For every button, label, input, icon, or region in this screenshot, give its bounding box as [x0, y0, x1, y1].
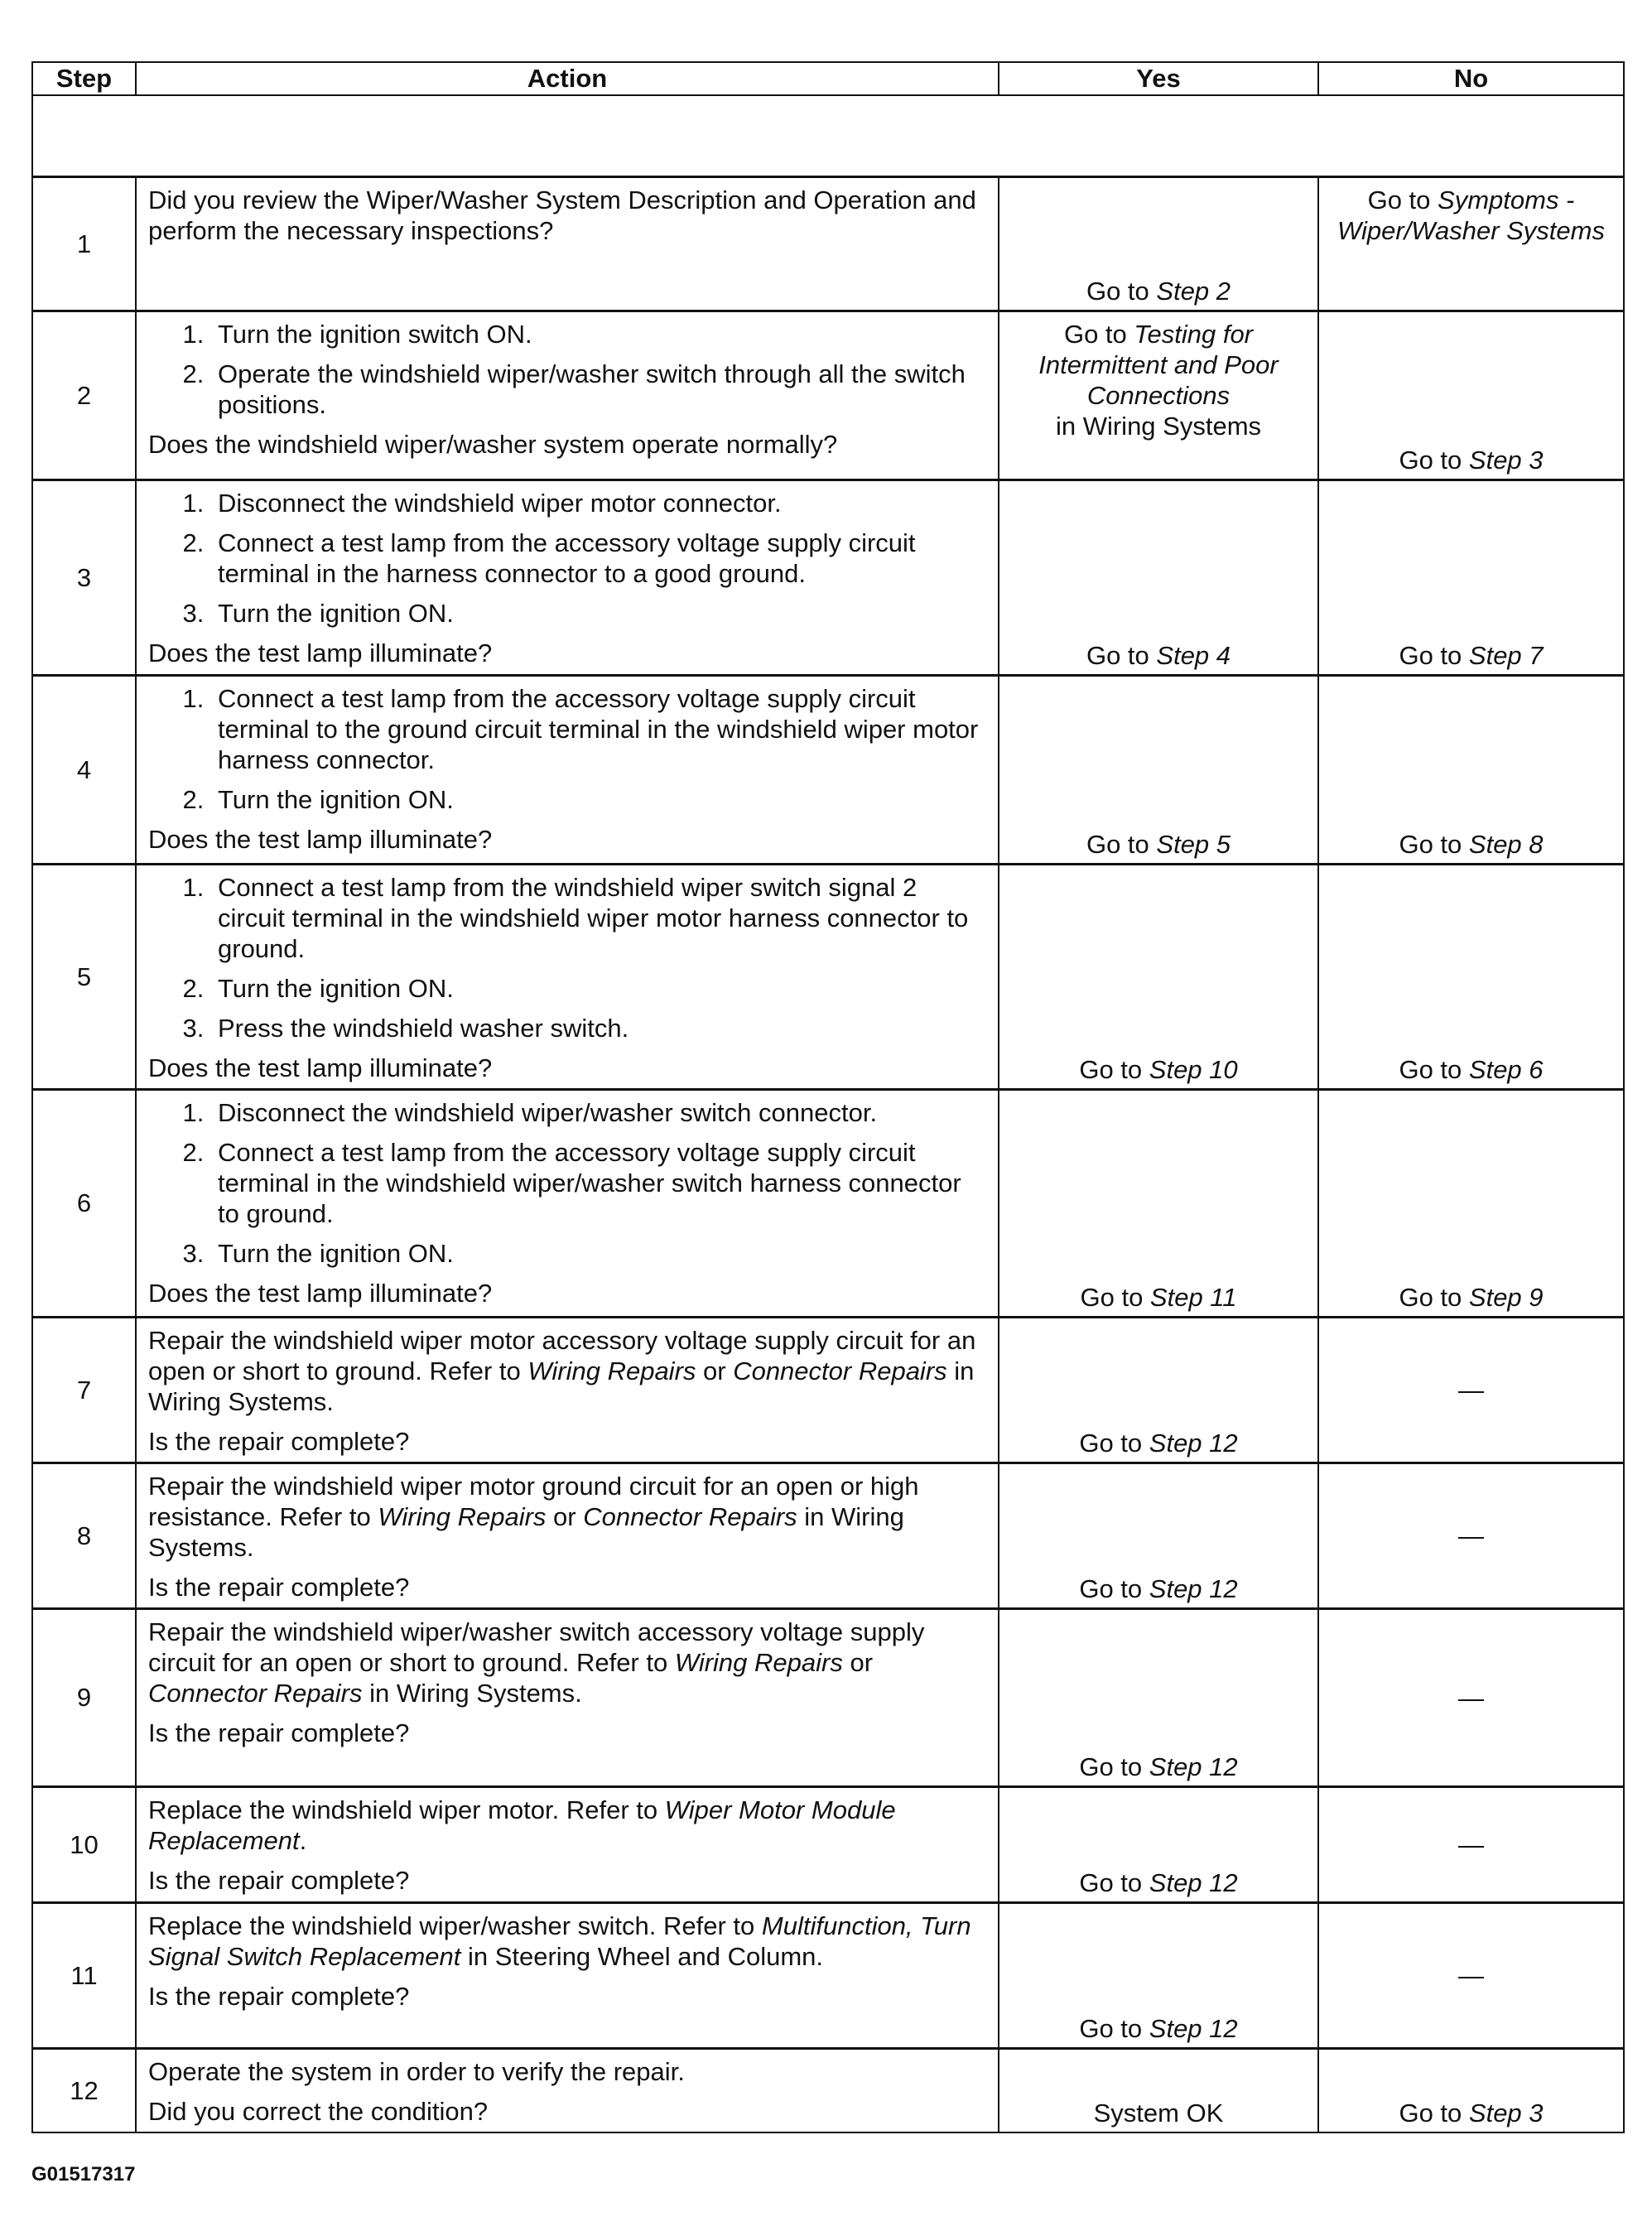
- action-ref: Connector Repairs: [583, 1502, 797, 1531]
- yes-plain: Go to: [1079, 1429, 1149, 1458]
- action-question: Is the repair complete?: [148, 1982, 410, 2011]
- action-text-part: or: [546, 1502, 584, 1531]
- table-row: [32, 177, 1624, 311]
- no-plain: Go to: [1399, 1283, 1469, 1312]
- no-plain: Go to: [1399, 830, 1469, 859]
- no-ref: Step 3: [1468, 446, 1544, 475]
- action-list: [148, 683, 986, 815]
- step-number: 1: [32, 177, 136, 311]
- action-ref: Multifunction, Turn Signal Switch Replacement: [148, 1911, 971, 1971]
- no-cell: [1318, 177, 1624, 311]
- action-text-part: in Steering Wheel and Column.: [460, 1942, 824, 1971]
- yes-plain: Go to: [1086, 277, 1157, 306]
- no-ref: Step 8: [1468, 830, 1544, 859]
- action-text: [148, 1617, 986, 1708]
- action-cell: [136, 2049, 999, 2133]
- action-question: Is the repair complete?: [148, 1573, 410, 1602]
- action-item: 1. Disconnect the windshield wiper motor connector.: [211, 488, 986, 518]
- table-row: [32, 1463, 1624, 1609]
- table-row: [32, 1787, 1624, 1903]
- yes-cell: System OK: [999, 2049, 1318, 2133]
- action-question: Does the test lamp illuminate?: [148, 1279, 493, 1308]
- no-ref: Step 3: [1468, 2099, 1544, 2128]
- step-number: 8: [32, 1463, 136, 1609]
- table-row: [32, 1903, 1624, 2049]
- yes-plain: Go to: [1079, 1752, 1149, 1781]
- action-question: Is the repair complete?: [148, 1718, 410, 1747]
- action-text: Operate the system in order to verify the repair.: [148, 2057, 685, 2086]
- action-cell: [136, 1463, 999, 1609]
- action-ref: Wiring Repairs: [378, 1502, 547, 1531]
- action-item: 3. Turn the ignition ON.: [211, 598, 986, 629]
- action-item: 1. Connect a test lamp from the windshield wiper switch signal 2 circuit terminal in the windshield wiper motor harness connector to ground.: [211, 872, 986, 964]
- yes-cell: [999, 480, 1318, 676]
- step-number: 3: [32, 480, 136, 676]
- action-question: Does the test lamp illuminate?: [148, 1053, 493, 1082]
- action-question: Does the windshield wiper/washer system operate normally?: [148, 430, 838, 459]
- action-ref: Connector Repairs: [733, 1357, 947, 1385]
- action-cell: [136, 1903, 999, 2049]
- action-list: [148, 1097, 986, 1269]
- yes-tail: in Wiring Systems: [1055, 412, 1262, 441]
- action-item: 2. Turn the ignition ON.: [211, 973, 986, 1004]
- step-number: 2: [32, 311, 136, 480]
- no-ref: Symptoms - Wiper/Washer Systems: [1337, 186, 1605, 245]
- table-row: [32, 1090, 1624, 1318]
- no-cell: [1318, 676, 1624, 865]
- step-number: 10: [32, 1787, 136, 1903]
- table-row: [32, 311, 1624, 480]
- yes-ref: Step 12: [1149, 1868, 1238, 1897]
- yes-cell: [999, 865, 1318, 1090]
- blank-cell: [32, 95, 1624, 177]
- step-number: 9: [32, 1609, 136, 1787]
- yes-ref: Step 12: [1149, 1429, 1238, 1458]
- action-text: [148, 1795, 986, 1856]
- action-text-part: Replace the windshield wiper/washer switch. Refer to: [148, 1911, 762, 1940]
- yes-plain: Go to: [1080, 1283, 1150, 1312]
- action-text: [148, 1325, 986, 1417]
- no-ref: Step 9: [1468, 1283, 1544, 1312]
- step-number: 4: [32, 676, 136, 865]
- yes-ref: Testing for Intermittent and Poor Connections: [1038, 320, 1279, 410]
- action-cell: [136, 1090, 999, 1318]
- action-cell: [136, 1318, 999, 1463]
- action-text-part: .: [299, 1826, 307, 1855]
- action-text-part: in Wiring Systems.: [148, 1502, 904, 1562]
- no-plain: Go to: [1399, 446, 1469, 475]
- action-item: 1. Connect a test lamp from the accessory voltage supply circuit terminal to the ground circuit terminal in the windshield wiper motor harness connector.: [211, 683, 986, 775]
- action-ref: Wiper Motor Module Replacement: [148, 1795, 896, 1855]
- header-row: [32, 62, 1624, 95]
- yes-ref: Step 10: [1149, 1055, 1238, 1084]
- yes-cell: [999, 1318, 1318, 1463]
- header-step: Step: [32, 62, 136, 95]
- yes-cell: [999, 1090, 1318, 1318]
- action-list: [148, 872, 986, 1043]
- yes-ref: Step 11: [1149, 1283, 1237, 1312]
- figure-id: G01517317: [31, 2163, 136, 2185]
- action-text: [148, 1911, 986, 1972]
- action-item: 2. Turn the ignition ON.: [211, 784, 986, 815]
- step-number: 5: [32, 865, 136, 1090]
- table-row: [32, 676, 1624, 865]
- action-question: Is the repair complete?: [148, 1427, 410, 1456]
- step-number: 6: [32, 1090, 136, 1318]
- action-item: 2. Connect a test lamp from the accessory voltage supply circuit terminal in the windshield wiper/washer switch harness connector to ground.: [211, 1137, 986, 1229]
- table-row: [32, 2049, 1624, 2133]
- action-text-part: or: [842, 1648, 874, 1677]
- no-ref: Step 7: [1468, 641, 1544, 670]
- no-cell: [1318, 480, 1624, 676]
- action-text-part: Repair the windshield wiper/washer switch accessory voltage supply circuit for an open or short to ground. Refer to: [148, 1617, 925, 1677]
- no-cell: —: [1318, 1903, 1624, 2049]
- action-item: 3. Press the windshield washer switch.: [211, 1013, 986, 1043]
- action-ref: Connector Repairs: [148, 1679, 363, 1708]
- no-plain: Go to: [1399, 641, 1469, 670]
- action-text-part: or: [696, 1357, 734, 1385]
- yes-ref: Step 12: [1149, 2014, 1238, 2043]
- no-cell: —: [1318, 1463, 1624, 1609]
- diagnostic-table: [31, 61, 1625, 2133]
- yes-ref: Step 2: [1156, 277, 1231, 306]
- no-cell: [1318, 1090, 1624, 1318]
- yes-ref: Step 5: [1156, 830, 1231, 859]
- blank-row: [32, 95, 1624, 177]
- no-cell: [1318, 865, 1624, 1090]
- yes-plain: Go to: [1079, 1574, 1149, 1603]
- action-text-part: in Wiring Systems.: [362, 1679, 582, 1708]
- action-text-part: Replace the windshield wiper motor. Refer to: [148, 1795, 665, 1824]
- action-question: Does the test lamp illuminate?: [148, 825, 493, 854]
- yes-plain: Go to: [1079, 1055, 1149, 1084]
- yes-ref: Step 12: [1149, 1752, 1238, 1781]
- no-cell: [1318, 311, 1624, 480]
- no-plain: Go to: [1399, 1055, 1469, 1084]
- action-cell: [136, 1609, 999, 1787]
- yes-ref: Step 4: [1156, 641, 1231, 670]
- table-row: [32, 865, 1624, 1090]
- table-row: [32, 1609, 1624, 1787]
- header-yes: Yes: [999, 62, 1318, 95]
- yes-cell: [999, 177, 1318, 311]
- action-cell: [136, 1787, 999, 1903]
- no-plain: Go to: [1367, 186, 1438, 214]
- yes-cell: [999, 1609, 1318, 1787]
- yes-plain: Go to: [1079, 1868, 1149, 1897]
- action-item: 1. Turn the ignition switch ON.: [211, 319, 986, 349]
- yes-cell: [999, 1903, 1318, 2049]
- no-cell: —: [1318, 1787, 1624, 1903]
- yes-cell: [999, 311, 1318, 480]
- table-row: [32, 1318, 1624, 1463]
- diagnostic-table-container: [31, 61, 1623, 2133]
- action-text-part: Repair the windshield wiper motor accessory voltage supply circuit for an open or short to ground. Refer to: [148, 1326, 976, 1385]
- action-question: Did you correct the condition?: [148, 2097, 489, 2126]
- yes-cell: [999, 1463, 1318, 1609]
- action-cell: [136, 676, 999, 865]
- yes-plain: Go to: [1086, 641, 1157, 670]
- action-text-part: Repair the windshield wiper motor ground circuit for an open or high resistance. Refer to: [148, 1472, 919, 1531]
- table-row: [32, 480, 1624, 676]
- header-action: Action: [136, 62, 999, 95]
- action-item: 2. Operate the windshield wiper/washer switch through all the switch positions.: [211, 359, 986, 420]
- action-item: 3. Turn the ignition ON.: [211, 1238, 986, 1269]
- yes-ref: Step 12: [1149, 1574, 1238, 1603]
- no-ref: Step 6: [1468, 1055, 1544, 1084]
- action-item: 2. Connect a test lamp from the accessory voltage supply circuit terminal in the harness connector to a good ground.: [211, 528, 986, 589]
- step-number: 12: [32, 2049, 136, 2133]
- no-cell: —: [1318, 1318, 1624, 1463]
- action-ref: Wiring Repairs: [527, 1357, 696, 1385]
- header-no: No: [1318, 62, 1624, 95]
- yes-cell: [999, 676, 1318, 865]
- action-list: [148, 319, 986, 420]
- step-number: 7: [32, 1318, 136, 1463]
- action-text: [148, 1471, 986, 1563]
- yes-plain: Go to: [1079, 2014, 1149, 2043]
- action-text-part: in Wiring Systems.: [148, 1357, 975, 1416]
- step-number: 11: [32, 1903, 136, 2049]
- action-question: Does the test lamp illuminate?: [148, 639, 493, 667]
- action-cell: [136, 480, 999, 676]
- yes-cell: [999, 1787, 1318, 1903]
- yes-plain: Go to: [1086, 830, 1157, 859]
- no-cell: [1318, 2049, 1624, 2133]
- action-cell: [136, 311, 999, 480]
- action-cell: [136, 177, 999, 311]
- action-item: 1. Disconnect the windshield wiper/washer switch connector.: [211, 1097, 986, 1128]
- action-text: Did you review the Wiper/Washer System Description and Operation and perform the necessary inspections?: [148, 186, 976, 245]
- action-question: Is the repair complete?: [148, 1866, 410, 1895]
- no-cell: —: [1318, 1609, 1624, 1787]
- action-ref: Wiring Repairs: [674, 1648, 843, 1677]
- action-list: [148, 488, 986, 629]
- no-plain: Go to: [1399, 2099, 1469, 2128]
- yes-plain: Go to: [1063, 320, 1134, 349]
- action-cell: [136, 865, 999, 1090]
